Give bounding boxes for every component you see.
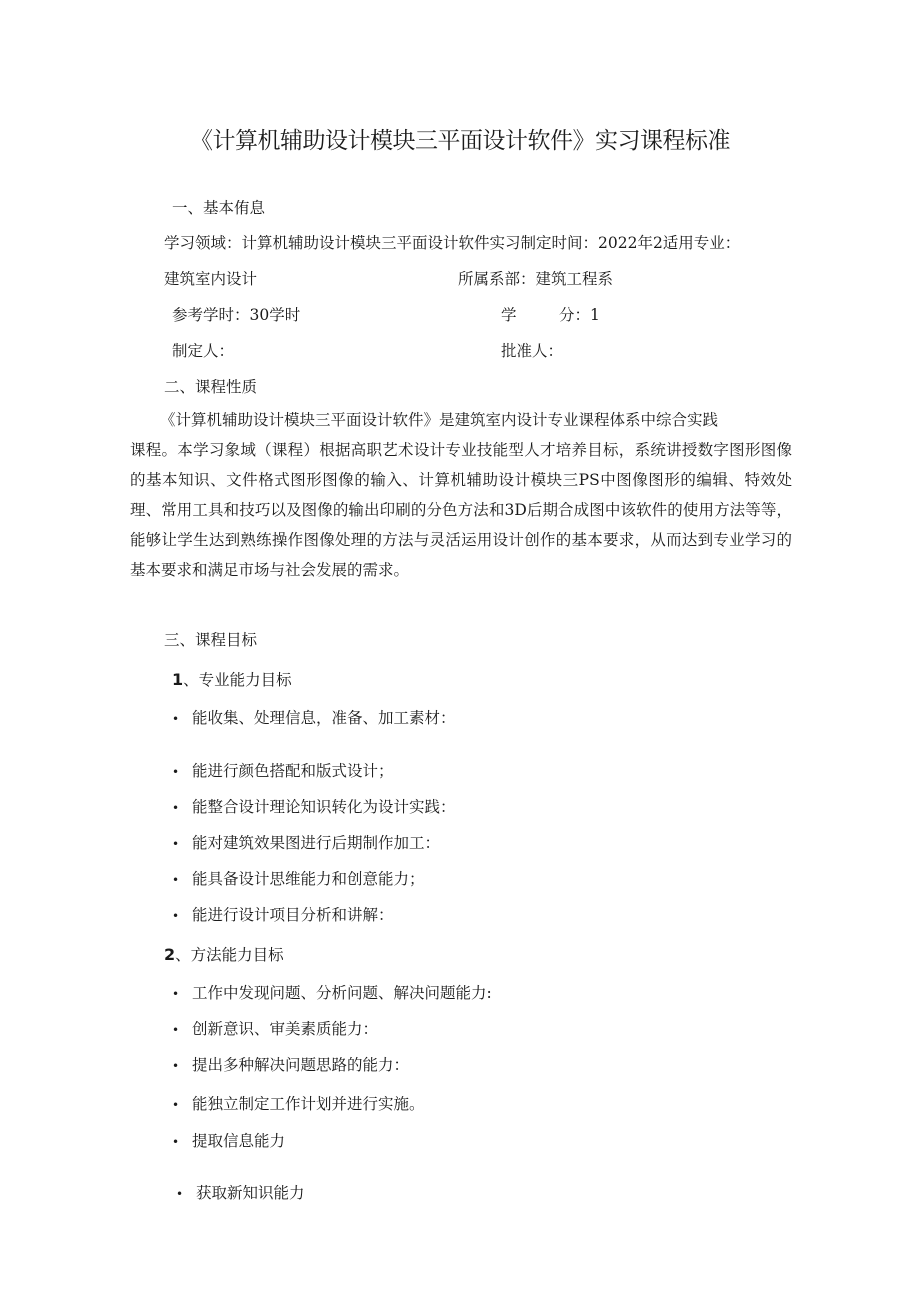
list-item-text: 能进行设计项目分析和讲解： — [192, 906, 394, 924]
paragraph-body: 课程。本学习象域（课程）根据高职艺术设计专业技能型人才培养目标，系统讲授数字图形图像的基本知识、文件格式图形图像的输入、计算机辅助设计模块三PS中图像图形的编辑、特效处理、常用工具和技巧以及图像的输出印刷的分色方法和3D后期合成图中该软件的使用方法等等，能够让学生达到熟练操作图像处理的方法与灵活运用设计创作的基本要求，从而达到专业学习的基本要求和满足市场与社会发展的需求。 — [130, 441, 792, 579]
page-title: 《计算机辅助设计模块三平面设计软件》实习课程标准 — [190, 128, 730, 154]
list-item-text: 能整合设计理论知识转化为设计实践： — [192, 798, 456, 816]
info-author: 制定人： — [172, 342, 235, 360]
info-credit-label: 学 — [501, 306, 517, 324]
subheading-number: 1 — [172, 670, 184, 689]
bullet-icon: • — [176, 1187, 184, 1201]
section2-heading: 二、课程性质 — [164, 378, 258, 396]
section1-heading: 一、基本侑息 — [172, 199, 266, 217]
section3-heading: 三、课程目标 — [164, 631, 258, 649]
bullet-icon: • — [172, 765, 180, 779]
list-item-text: 能具备设计思维能力和创意能力； — [192, 870, 425, 888]
bullet-icon: • — [172, 987, 180, 1001]
bullet-icon: • — [172, 873, 180, 887]
list-item-text: 能对建筑效果图进行后期制作加工： — [192, 834, 441, 852]
info-line-field: 学习领域：计算机辅助设计模块三平面设计软件实习制定时间：2022年2适用专业： — [164, 234, 741, 252]
list-item — [172, 1055, 409, 1076]
list-item — [172, 905, 394, 926]
info-major: 建筑室内设计 — [164, 270, 258, 288]
bullet-icon: • — [172, 837, 180, 851]
subheading-method — [164, 945, 284, 965]
subheading-professional — [172, 670, 292, 690]
course-nature-paragraph — [130, 405, 792, 585]
bullet-icon: • — [172, 1023, 180, 1037]
bullet-icon: • — [172, 1059, 180, 1073]
subheading-label: 、方法能力目标 — [175, 946, 284, 964]
list-item — [172, 1094, 425, 1115]
subheading-number: 2 — [164, 945, 176, 964]
list-item-text: 提取信息能力 — [192, 1132, 286, 1150]
list-item-text: 获取新知识能力 — [196, 1184, 305, 1202]
bullet-icon: • — [172, 909, 180, 923]
info-department: 所属系部：建筑工程系 — [458, 270, 614, 288]
list-item — [172, 983, 492, 1004]
list-item — [172, 1131, 285, 1152]
list-item — [172, 761, 394, 782]
bullet-icon: • — [172, 1098, 180, 1112]
info-hours: 参考学时：30学时 — [172, 306, 301, 324]
list-item-text: 提出多种解决问题思路的能力： — [192, 1056, 410, 1074]
list-item — [172, 869, 425, 890]
list-item-text: 能进行颜色搭配和版式设计； — [192, 762, 394, 780]
bullet-icon: • — [172, 1135, 180, 1149]
list-item — [172, 797, 456, 818]
bullet-icon: • — [172, 712, 180, 726]
list-item-text: 创新意识、审美素质能力： — [192, 1020, 379, 1038]
list-item — [176, 1183, 305, 1204]
info-approver: 批准人： — [501, 342, 564, 360]
list-item-text: 能独立制定工作计划并进行实施。 — [192, 1095, 425, 1113]
paragraph-first-line: 《计算机辅助设计模块三平面设计软件》是建筑室内设计专业课程体系中综合实践 — [160, 411, 719, 429]
list-item-text: 工作中发现问题、分析问题、解决问题能力: — [192, 984, 492, 1002]
info-credit-value: 分：1 — [559, 306, 600, 324]
bullet-icon: • — [172, 801, 180, 815]
list-item — [172, 1019, 378, 1040]
list-item — [172, 708, 456, 729]
list-item-text: 能收集、处理信息，准备、加工素材： — [192, 709, 456, 727]
list-item — [172, 833, 440, 854]
subheading-label: 、专业能力目标 — [183, 671, 292, 689]
